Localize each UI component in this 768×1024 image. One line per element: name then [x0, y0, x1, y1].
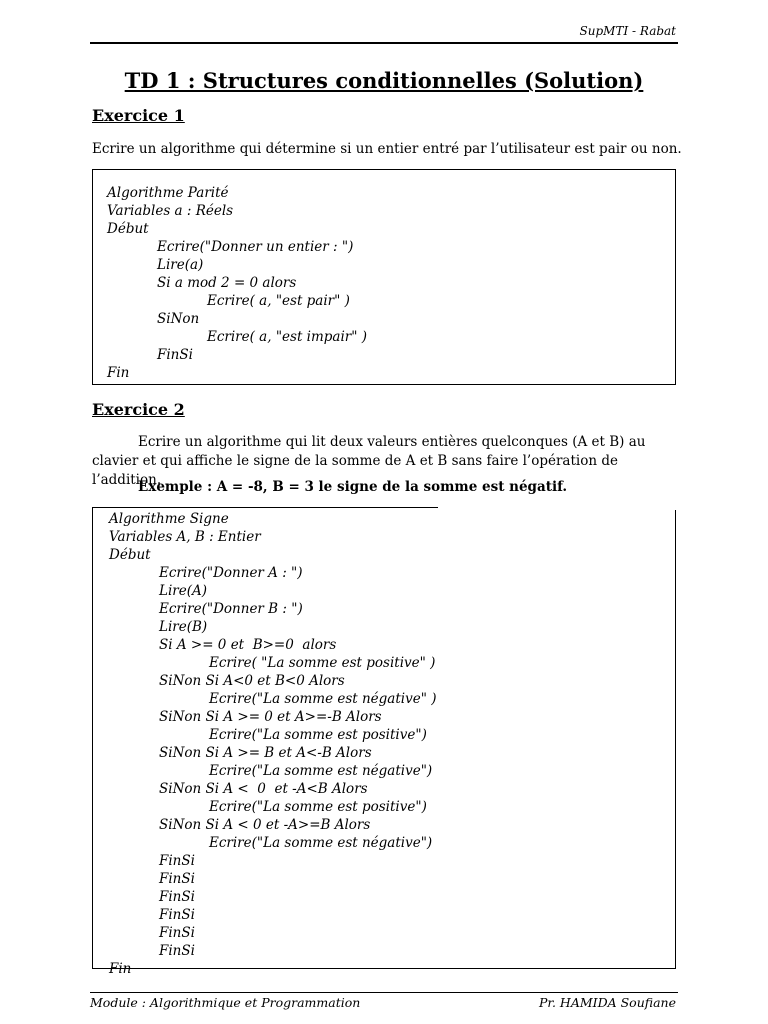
- code-line: Variables a : Réels: [107, 203, 234, 219]
- code-line: Ecrire( a, "est pair" ): [207, 293, 350, 309]
- code-line: Lire(A): [159, 583, 208, 599]
- code-line: Début: [107, 221, 149, 237]
- code-line: Ecrire("La somme est positive"): [209, 799, 427, 815]
- footer-module: Module : Algorithmique et Programmation: [90, 995, 361, 1010]
- code-line: SiNon Si A < 0 et -A<B Alors: [159, 781, 368, 797]
- page-header: [90, 24, 678, 44]
- exercise-2-example: Exemple : A = -8, B = 3 le signe de la somme est négatif.: [138, 479, 568, 495]
- exercise-2-code: [109, 510, 436, 978]
- exercise-1-heading: Exercice 1: [92, 106, 185, 125]
- code-line: Fin: [109, 961, 132, 977]
- code-line: SiNon Si A >= 0 et A>=-B Alors: [159, 709, 382, 725]
- exercise-1-code-box: [92, 169, 676, 385]
- exercise-2-heading: Exercice 2: [92, 400, 185, 419]
- code-line: SiNon Si A<0 et B<0 Alors: [159, 673, 345, 689]
- code-line: SiNon: [157, 311, 200, 327]
- page-footer: [90, 992, 678, 1010]
- code-line: FinSi: [159, 907, 195, 923]
- code-line: Ecrire("Donner B : "): [159, 601, 303, 617]
- code-line: Début: [109, 547, 151, 563]
- page-title: TD 1 : Structures conditionnelles (Solution): [124, 68, 644, 93]
- code-line: Ecrire("La somme est positive"): [209, 727, 427, 743]
- code-line: Lire(B): [159, 619, 208, 635]
- code-line: Variables A, B : Entier: [109, 529, 261, 545]
- exercise-2-code-box: [92, 507, 676, 977]
- code-line: Ecrire("La somme est négative"): [209, 835, 433, 851]
- code-line: SiNon Si A >= B et A<-B Alors: [159, 745, 372, 761]
- code-line: FinSi: [157, 347, 193, 363]
- code-line: FinSi: [159, 925, 195, 941]
- code-line: FinSi: [159, 889, 195, 905]
- code-line: Ecrire("Donner A : "): [159, 565, 303, 581]
- code-line: Ecrire("Donner un entier : "): [157, 239, 354, 255]
- code-line: Ecrire( "La somme est positive" ): [209, 655, 436, 671]
- exercise-1-statement: Ecrire un algorithme qui détermine si un entier entré par l’utilisateur est pair ou non.: [92, 141, 682, 157]
- border-gap: [438, 506, 683, 510]
- code-line: Algorithme Parité: [107, 185, 229, 201]
- code-line: Ecrire("La somme est négative" ): [209, 691, 437, 707]
- code-line: Lire(a): [157, 257, 204, 273]
- code-line: SiNon Si A < 0 et -A>=B Alors: [159, 817, 371, 833]
- code-line: FinSi: [159, 853, 195, 869]
- code-line: FinSi: [159, 943, 195, 959]
- code-line: Ecrire("La somme est négative"): [209, 763, 433, 779]
- exercise-1-code: [107, 184, 367, 382]
- header-institution: SupMTI - Rabat: [579, 24, 676, 38]
- exercise-2-statement: Ecrire un algorithme qui lit deux valeurs entières quelconques (A et B) au clavier et qui affiche le signe de la somme de A et B sans faire l’opération de l’addition.: [92, 434, 646, 488]
- footer-author: Pr. HAMIDA Soufiane: [538, 995, 676, 1010]
- code-line: FinSi: [159, 871, 195, 887]
- code-line: Si A >= 0 et B>=0 alors: [159, 637, 337, 653]
- code-line: Fin: [107, 365, 130, 381]
- code-line: Algorithme Signe: [109, 511, 229, 527]
- code-line: Si a mod 2 = 0 alors: [157, 275, 297, 291]
- code-line: Ecrire( a, "est impair" ): [207, 329, 368, 345]
